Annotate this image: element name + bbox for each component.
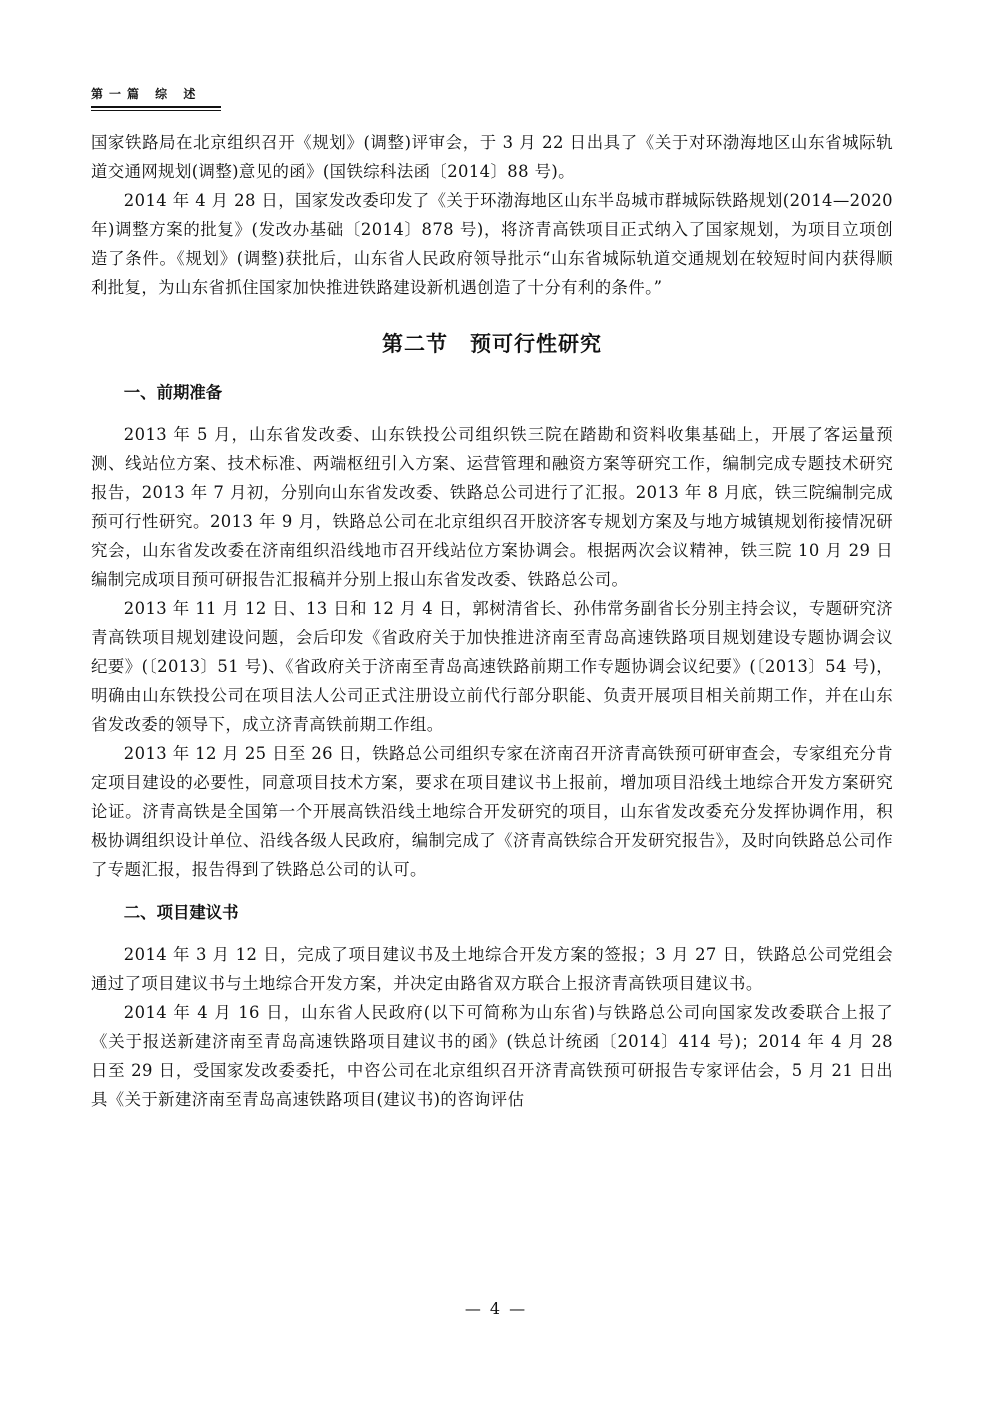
paragraph: 2014 年 4 月 16 日，山东省人民政府(以下可简称为山东省)与铁路总公司向国家发改委联合上报了《关于报送新建济南至青岛高速铁路项目建议书的函》(铁总计统函〔2014〕414 号)；2014 年 4 月 28 日至 29 日，受国家发改委委托，中咨公司在北京组织召开济青高铁预可研报告专家评估会，5 月 21 日出具《关于新建济南至青岛高速铁路项目(建议书)的咨询评估 xyxy=(91,1003,893,1109)
paragraph: 2013 年 5 月，山东省发改委、山东铁投公司组织铁三院在踏勘和资料收集基础上，开展了客运量预测、线站位方案、技术标准、两端枢纽引入方案、运营管理和融资方案等研究工作，编制完成专题技术研究报告，2013 年 7 月初，分别向山东省发改委、铁路总公司进行了汇报。2013 年 8 月底，铁三院编制完成预可行性研究。2013 年 9 月，铁路总公司在北京组织召开胶济客专规划方案及与地方城镇规划衔接情况研究会，山东省发改委在济南组织沿线地市召开线站位方案协调会。根据两次会议精神，铁三院 10 月 29 日编制完成项目预可研报告汇报稿并分别上报山东省发改委、铁路总公司。 xyxy=(91,425,893,589)
paragraph: 2013 年 12 月 25 日至 26 日，铁路总公司组织专家在济南召开济青高铁预可研审查会，专家组充分肯定项目建设的必要性，同意项目技术方案，要求在项目建议书上报前，增加项目沿线土地综合开发方案研究论证。济青高铁是全国第一个开展高铁沿线土地综合开发研究的项目，山东省发改委充分发挥协调作用，积极协调组织设计单位、沿线各级人民政府，编制完成了《济青高铁综合开发研究报告》，及时向铁路总公司作了专题汇报，报告得到了铁路总公司的认可。 xyxy=(91,744,893,879)
section-name: 预可行性研究 xyxy=(470,331,602,356)
running-header: 第一篇 综 述 xyxy=(91,87,202,101)
header-rule xyxy=(91,106,221,108)
subsection-heading: 一、前期准备 xyxy=(123,383,223,402)
section-title xyxy=(91,322,893,366)
paragraph: 国家铁路局在北京组织召开《规划》(调整)评审会，于 3 月 22 日出具了《关于对环渤海地区山东省城际轨道交通网规划(调整)意见的函》(国铁综科法函〔2014〕88 号)。 xyxy=(91,133,893,181)
page-number: — 4 — xyxy=(464,1299,528,1318)
page-body xyxy=(91,128,893,1114)
subsection-heading: 二、项目建议书 xyxy=(123,903,239,922)
paragraph: 2014 年 4 月 28 日，国家发改委印发了《关于环渤海地区山东半岛城市群城际铁路规划(2014—2020 年)调整方案的批复》(发改办基础〔2014〕878 号)，将济青高铁项目正式纳入了国家规划，为项目立项创造了条件。《规划》(调整)获批后，山东省人民政府领导批示“山东省城际轨道交通规划在较短时间内获得顺利批复，为山东省抓住国家加快推进铁路建设新机遇创造了十分有利的条件。” xyxy=(91,191,893,297)
header-rule-thin xyxy=(91,110,221,111)
paragraph: 2014 年 3 月 12 日，完成了项目建议书及土地综合开发方案的签报；3 月 27 日，铁路总公司党组会通过了项目建议书与土地综合开发方案，并决定由路省双方联合上报济青高铁项目建议书。 xyxy=(91,945,893,993)
section-number: 第二节 xyxy=(382,331,448,356)
paragraph: 2013 年 11 月 12 日、13 日和 12 月 4 日，郭树清省长、孙伟常务副省长分别主持会议，专题研究济青高铁项目规划建设问题，会后印发《省政府关于加快推进济南至青岛高速铁路项目规划建设专题协调会议纪要》(〔2013〕51 号)、《省政府关于济南至青岛高速铁路前期工作专题协调会议纪要》(〔2013〕54 号)，明确由山东铁投公司在项目法人公司正式注册设立前代行部分职能、负责开展项目相关前期工作，并在山东省发改委的领导下，成立济青高铁前期工作组。 xyxy=(91,599,893,734)
